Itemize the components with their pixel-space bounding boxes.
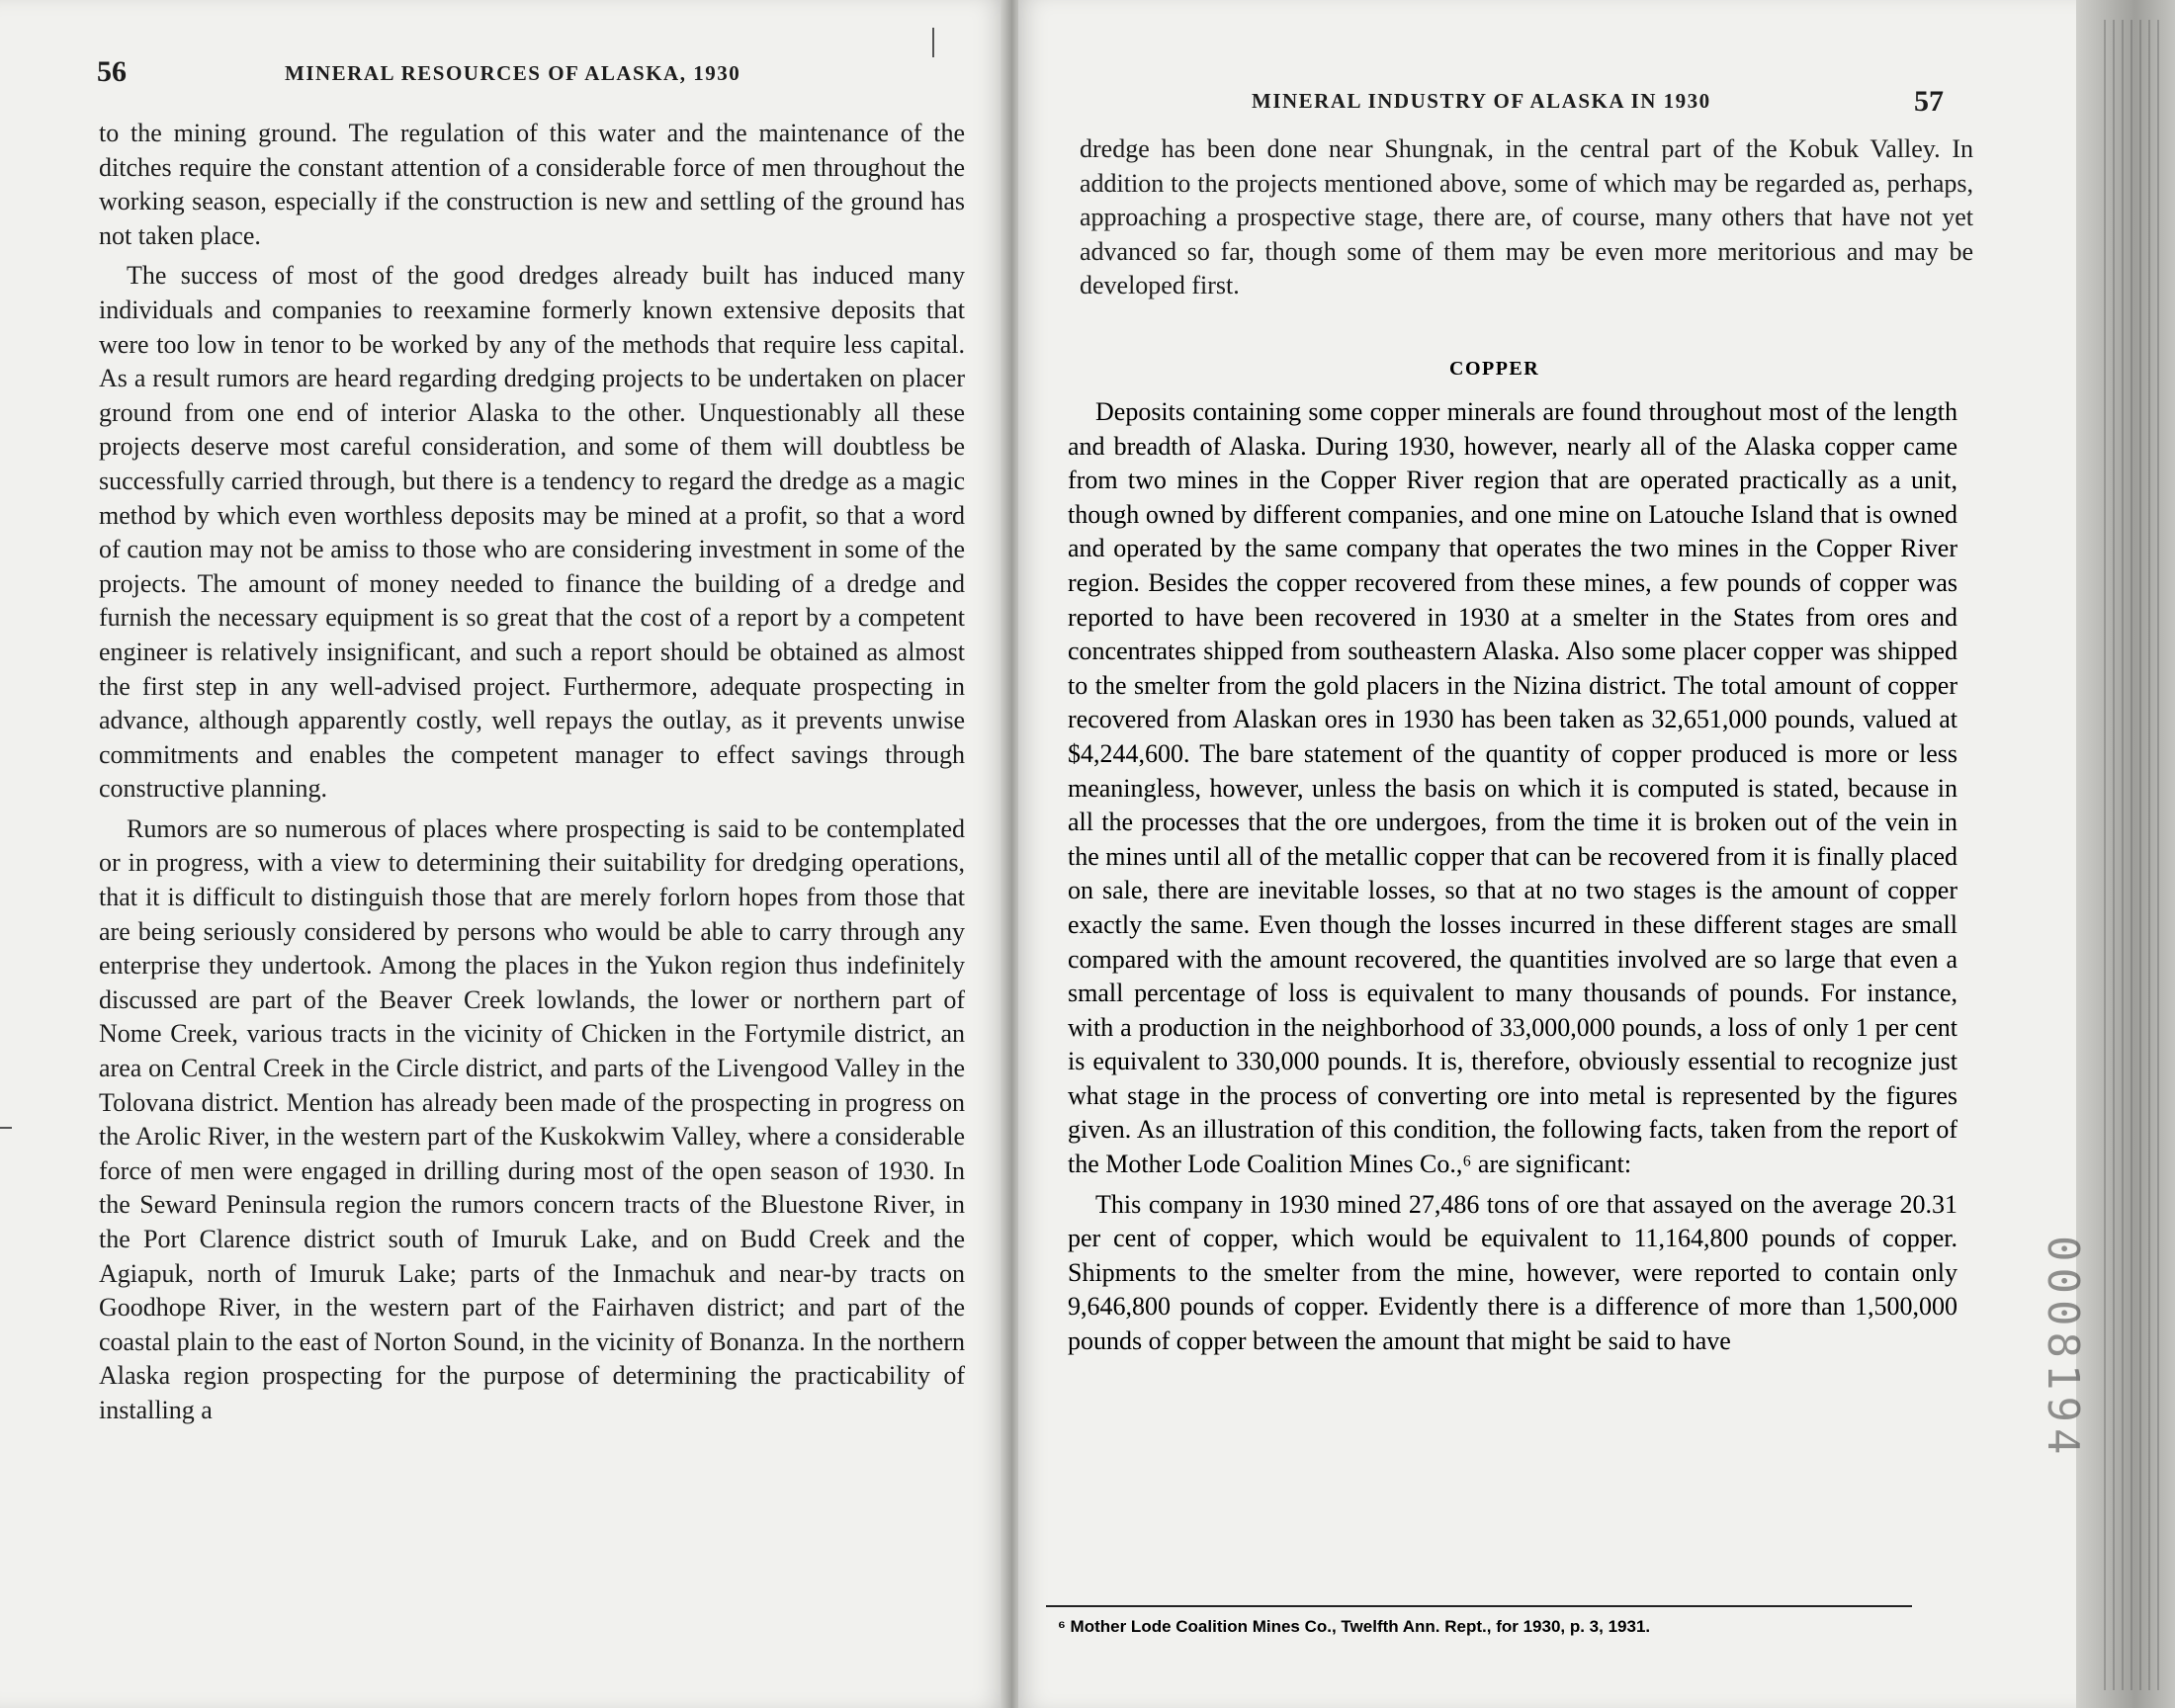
section-heading-copper: COPPER (1449, 358, 1540, 380)
left-page-number: 56 (97, 55, 127, 88)
right-running-head: MINERAL INDUSTRY OF ALASKA IN 1930 (1252, 89, 1711, 113)
right-page-number: 57 (1914, 85, 1944, 118)
left-page (0, 0, 1006, 1708)
right-paragraph-2: This company in 1930 mined 27,486 tons of ore that assayed on the average 20.31 per cent of copper, which would be equivalent to 11,164,800 pounds of copper. Shipments to the smelter from the mine, however, were reported to contain only 9,646,800 pounds of copper. Evidently there is a difference of more than 1,500,000 pounds of copper between the amount that might be said to have (1068, 1189, 1958, 1356)
right-copper-body (1068, 395, 1958, 1359)
left-paragraph-3: Rumors are so numerous of places where prospecting is said to be contemplated or in progress, with a view to determining their suitability for dredging operations, that it is difficult to distinguish those that are merely forlorn hopes from those that are being seriously considered by persons who would be able to carry through any enterprise they undertook. Among the places in the Yukon region thus indefinitely discussed are part of the Beaver Creek lowlands, the lower or northern part of Nome Creek, various tracts in the vicinity of Chicken in the Fortymile district, an area on Central Creek in the Circle district, and parts of the Livengood Valley in the Tolovana district. Mention has already been made of the prospecting in progress on the Arolic River, in the western part of the Kuskokwim Valley, where a considerable force of men were engaged in drilling during most of the open season of 1930. In the Seward Peninsula region the rumors concern tracts of the Bluestone River, in the Port Clarence district south of Imuruk Lake, and on Budd Creek and the Agiapuk, north of Imuruk Lake; parts of the Inmachuk and near-by tracts on Goodhope River, in the western part of the Fairhaven district; and part of the coastal plain to the east of Norton Sound, in the vicinity of Bonanza. In the northern Alaska region prospecting for the purpose of determining the practicability of installing a (99, 813, 965, 1424)
footnote-rule (1046, 1605, 1912, 1607)
right-paragraph-1: Deposits containing some copper minerals are found throughout most of the length and breadth of Alaska. During 1930, however, nearly all of the Alaska copper came from two mines in the Copper River region that are operated practically as a unit, though owned by different companies, and one mine on Latouche Island that is owned and operated by the same company that operates the two mines in the Copper River region. Besides the copper recovered from these mines, a few pounds of copper was reported to have been recovered in 1930 at a smelter in the States from ores and concentrates shipped from southeastern Alaska. Also some placer copper was shipped to the smelter from the gold placers in the Nizina district. The total amount of copper recovered from Alaskan ores in 1930 has been taken as 32,651,000 pounds, valued at $4,244,600. The bare statement of the quantity of copper produced is more or less meaningless, however, unless the basis on which it is computed is stated, because in all the processes that the ore undergoes, from the time it is broken out of the vein in the mines until all of the metallic copper that can be recovered from it is finally placed on sale, there are inevitable losses, so that at no two stages is the amount of copper exactly the same. Even though the losses incurred in these different stages are small compared with the amount recovered, the quantities involved are so large that even a small percentage of loss is equivalent to many thousands of pounds. For instance, with a production in the neighborhood of 33,000,000 pounds, a loss of only 1 per cent is equivalent to 330,000 pounds. It is, therefore, obviously essential to recognize just what stage in the process of converting ore into metal is represented by the figures given. As an illustration of this condition, the following facts, taken from the report of the Mother Lode Coalition Mines Co.,⁶ are significant: (1068, 397, 1958, 1179)
edge-stamp: 0008194 (2038, 1236, 2088, 1461)
left-running-head: MINERAL RESOURCES OF ALASKA, 1930 (285, 61, 741, 85)
gutter-tick-mark (932, 28, 934, 57)
left-paragraph-1: to the mining ground. The regulation of this water and the maintenance of the ditches require the constant attention of a considerable force of men throughout the working season, especially if the construction is new and settling of the ground has not taken place. (99, 119, 965, 250)
left-paragraph-2: The success of most of the good dredges already built has induced many individuals and companies to reexamine formerly known extensive deposits that were too low in tenor to be worked by any of the methods that require less capital. As a result rumors are heard regarding dredging projects to be undertaken on placer ground from one end of interior Alaska to the other. Unquestionably all these projects deserve most careful consideration, and some of them will doubtless be successfully carried through, but there is a tendency to regard the dredge as a magic method by which even worthless deposits may be mined at a profit, so that a word of caution may not be amiss to those who are considering investment in some of the projects. The amount of money needed to finance the building of a dredge and furnish the necessary equipment is so great that the cost of a report by a competent engineer is relatively insignificant, and such a report should be obtained as almost the first step in any well-advised project. Furthermore, adequate prospecting in advance, although apparently costly, well repays the outlay, as it prevents unwise commitments and enables the competent manager to effect savings through constructive planning. (99, 261, 965, 804)
left-body (99, 117, 965, 1428)
page-edge-lines (2104, 20, 2163, 1690)
right-opening-paragraph: dredge has been done near Shungnak, in the central part of the Kobuk Valley. In addition to the projects mentioned above, some of which may be regarded as, perhaps, approaching a prospective stage, there are, of course, many others that have not yet advanced so far, though some of them may be even more meritorious and may be developed first. (1080, 134, 1973, 300)
margin-tick-mark (0, 1127, 12, 1129)
right-opening-body (1080, 132, 1973, 303)
footnote: ⁶ Mother Lode Coalition Mines Co., Twelfth Ann. Rept., for 1930, p. 3, 1931. (1058, 1617, 1651, 1636)
